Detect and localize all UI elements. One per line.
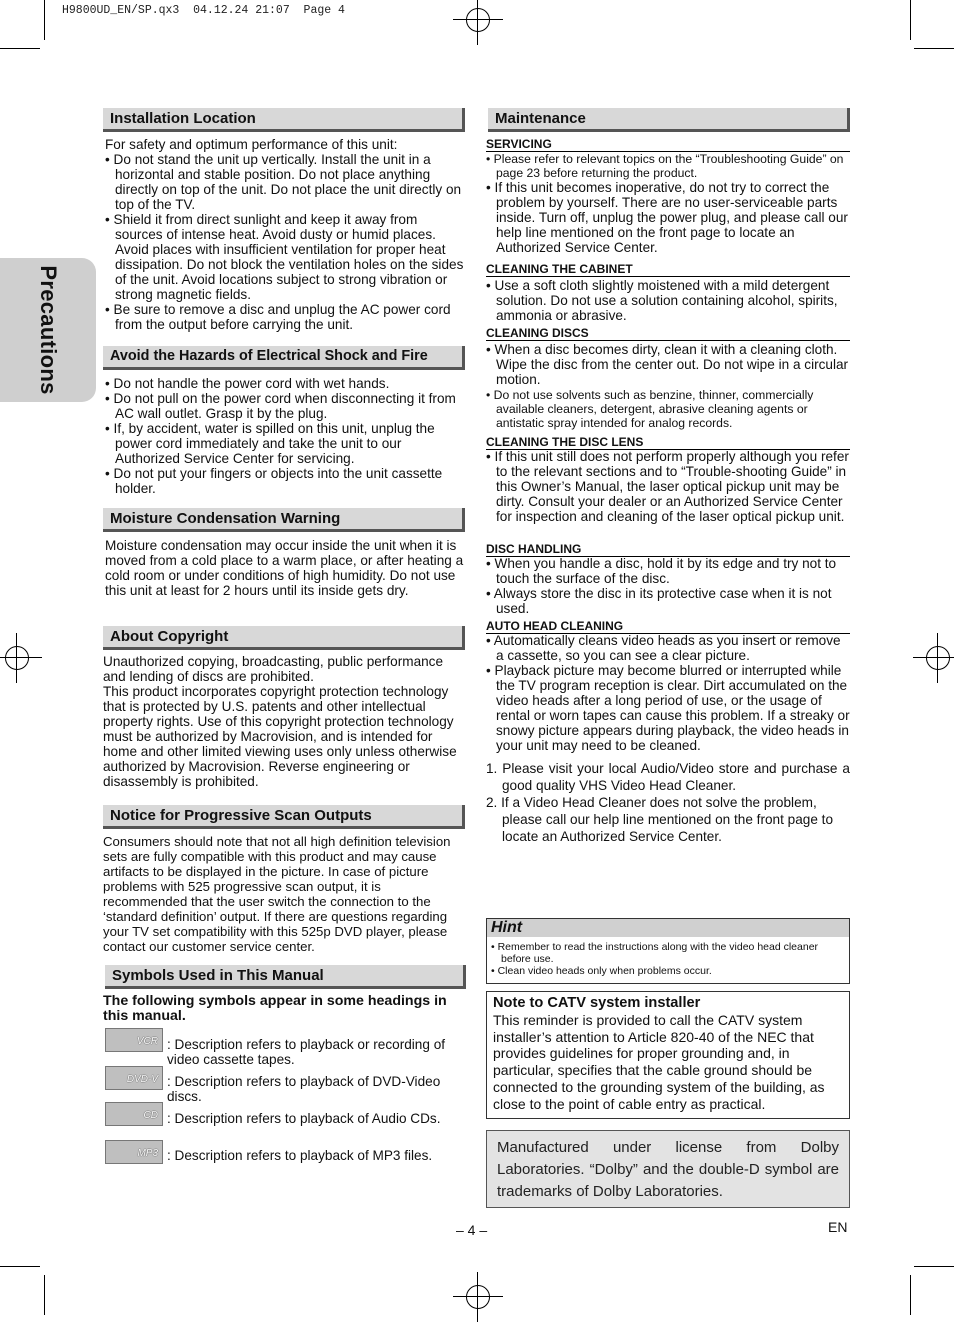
symbol-row-vcr (105, 1028, 469, 1067)
discs-bullet: • When a disc becomes dirty, clean it with a cleaning cloth. Wipe the disc from the center out. Do not wipe in a circular motion. (486, 342, 849, 387)
lens-body (486, 449, 850, 524)
page-number: – 4 – (456, 1222, 488, 1238)
installation-bullet: • Do not stand the unit up vertically. Install the unit in a horizontal and stable position. Do not place anything directly on top of the unit. Do not place the unit directly on top of the TV. (105, 152, 462, 212)
symbols-heading: Symbols Used in This Manual (105, 965, 466, 989)
servicing-bullet: • If this unit becomes inoperative, do not try to correct the problem by yourself. There are no user-serviceable parts inside. Turn off, unplug the power plug, and please call our help line mentioned on the front page to locate an Authorized Service Center. (486, 180, 848, 255)
hazards-bullet: • Do not handle the power cord with wet hands. (105, 376, 390, 391)
lens-subheading: CLEANING THE DISC LENS (486, 435, 850, 450)
symbol-row-mp3 (105, 1140, 469, 1166)
maintenance-heading: Maintenance (488, 108, 850, 132)
symbols-intro: The following symbols appear in some headings in this manual. (103, 993, 447, 1024)
autohead-step: 1. Please visit your local Audio/Video store and purchase a good quality VHS Video Head Cleaner. (486, 761, 850, 793)
side-tab-label: Precautions (36, 265, 61, 395)
hint-item: • Clean video heads only when problems occur. (491, 965, 712, 977)
autohead-body (486, 633, 850, 845)
servicing-body (486, 152, 850, 255)
cabinet-subheading: CLEANING THE CABINET (486, 262, 850, 277)
installation-bullet: • Shield it from direct sunlight and keep it away from sources of intense heat. Avoid dusty or humid places. Avoid places with insufficient ventilation for proper heat dissipation. Do not block the ventilation holes on the sides of the unit. Avoid locations subject to strong vibration or strong magnetic fields. (105, 212, 464, 302)
installation-heading: Installation Location (103, 108, 465, 132)
file-header: H9800UD_EN/SP.qx3 04.12.24 21:07 Page 4 (62, 4, 345, 17)
copyright-paragraph: This product incorporates copyright protection technology that is protected by U.S. patents and other intellectual property rights. Use of this copyright protection technology must be authorized by Macrovision, and is intended for home and other limited viewing uses only unless otherwise authorized by Macrovision. Reverse engineering or disassembly is prohibited. (103, 684, 457, 789)
handling-bullet: • When you handle a disc, hold it by its edge and try not to touch the surface of the disc. (486, 556, 837, 586)
symbol-description: : Description refers to playback of DVD-Video discs. (167, 1074, 441, 1104)
language-label: EN (828, 1219, 848, 1235)
crop-mark (914, 48, 954, 49)
crop-mark (914, 1266, 954, 1267)
hint-list (487, 937, 849, 977)
discs-bullet: • Do not use solvents such as benzine, thinner, commercially available cleaners, detergent, abrasive cleaning agents or antistatic spray intended for analog records. (486, 388, 814, 430)
crop-mark (0, 1266, 40, 1267)
progressive-heading: Notice for Progressive Scan Outputs (103, 805, 465, 829)
catv-title: Note to CATV system installer (493, 995, 701, 1011)
symbol-description: : Description refers to playback of Audio CDs. (167, 1111, 441, 1126)
registration-mark-icon (466, 8, 490, 32)
registration-mark-icon (466, 1285, 490, 1309)
moisture-body: Moisture condensation may occur inside the unit when it is moved from a cold place to a warm place, or after heating a cold room or under conditions of high humidity. Do not use this unit at least for 2 hours until its inside gets dry. (105, 538, 464, 598)
cd-icon: CD (105, 1102, 163, 1126)
registration-mark-icon (926, 646, 950, 670)
discs-subheading: CLEANING DISCS (486, 326, 850, 341)
copyright-heading: About Copyright (103, 626, 465, 650)
handling-bullet: • Always store the disc in its protective case when it is not used. (486, 586, 832, 616)
symbol-description: : Description refers to playback of MP3 files. (167, 1148, 433, 1163)
handling-subheading: DISC HANDLING (486, 542, 850, 557)
handling-body (486, 556, 850, 616)
catv-note-box (486, 991, 850, 1119)
moisture-heading: Moisture Condensation Warning (103, 508, 465, 532)
autohead-bullet: • Automatically cleans video heads as you insert or remove a cassette, so you can see a clear picture. (486, 633, 841, 663)
autohead-subheading: AUTO HEAD CLEANING (486, 619, 850, 634)
hazards-bullet: • If, by accident, water is spilled on this unit, unplug the power cord immediately and take the unit to our Authorized Service Center for servicing. (105, 421, 435, 466)
hazards-bullet: • Do not put your fingers or objects into the unit cassette holder. (105, 466, 443, 496)
crop-mark (910, 1275, 911, 1315)
discs-body (486, 342, 850, 430)
hint-box (486, 918, 850, 984)
hint-item: • Remember to read the instructions along with the video head cleaner before use. (491, 941, 819, 965)
crop-mark (44, 0, 45, 40)
copyright-body (103, 654, 467, 789)
symbol-row-dvd (105, 1066, 469, 1102)
installation-intro: For safety and optimum performance of this unit: (105, 137, 398, 152)
installation-body (105, 137, 467, 332)
section-side-tab (0, 258, 96, 402)
hazards-bullet: • Do not pull on the power cord when disconnecting it from AC wall outlet. Grasp it by the plug. (105, 391, 456, 421)
crop-mark (910, 0, 911, 40)
vcr-icon: VCR (105, 1028, 163, 1052)
symbol-row-cd (105, 1102, 469, 1138)
dolby-notice: Manufactured under license from Dolby Laboratories. “Dolby” and the double-D symbol are trademarks of Dolby Laboratories. (486, 1130, 850, 1208)
hazards-heading: Avoid the Hazards of Electrical Shock and Fire (103, 346, 465, 370)
autohead-bullet: • Playback picture may become blurred or interrupted while the TV program reception is clear. Dirt accumulated on the video heads after a long period of use, or the usage of rental or worn tapes can cause this problem. If a streaky or snowy picture appears during playback, the video heads in your unit may need to be cleaned. (486, 663, 850, 753)
mp3-icon: MP3 (105, 1140, 163, 1164)
registration-mark-icon (5, 646, 29, 670)
servicing-subheading: SERVICING (486, 137, 850, 152)
symbol-description: : Description refers to playback or recording of video cassette tapes. (167, 1037, 446, 1067)
autohead-step: 2. If a Video Head Cleaner does not solve the problem, please call our help line mentioned on the front page to locate an Authorized Service Center. (486, 795, 834, 844)
installation-bullet: • Be sure to remove a disc and unplug the AC power cord from the output before carrying the unit. (105, 302, 451, 332)
lens-bullet: • If this unit still does not perform properly although you refer to the relevant sections and to “Trouble-shooting Guide” in this Owner’s Manual, the laser optical pickup unit may be dirty. Consult your dealer or an Authorized Service Center for inspection and cleaning of the laser optical pickup unit. (486, 449, 849, 524)
catv-text: This reminder is provided to call the CATV system installer’s attention to Article 820-40 of the NEC that provides guidelines for proper grounding and, in particular, specifies that the cable ground should be connected to the grounding system of the building, as close to the point of cable entry as practical. (493, 1012, 825, 1112)
servicing-bullet: • Please refer to relevant topics on the “Troubleshooting Guide” on page 23 before returning the product. (486, 152, 844, 180)
hazards-body (105, 376, 467, 496)
hint-title: Hint (487, 919, 849, 937)
cabinet-bullet: • Use a soft cloth slightly moistened with a mild detergent solution. Do not use a solution containing alcohol, spirits, ammonia or abrasive. (486, 278, 838, 323)
copyright-paragraph: Unauthorized copying, broadcasting, public performance and lending of discs are prohibited. (103, 654, 444, 684)
cabinet-body (486, 278, 850, 323)
crop-mark (0, 48, 40, 49)
progressive-body: Consumers should note that not all high definition television sets are fully compatible with this product and may cause artifacts to be displayed in the picture. In case of picture problems with 525 progressive scan output, it is recommended that the user switch the connection to the ‘standard definition’ output. If there are questions regarding your TV set compatibility with this 525p DVD player, please contact our customer service center. (103, 834, 451, 954)
crop-mark (44, 1275, 45, 1315)
dvd-video-icon: DVD-V (105, 1066, 163, 1090)
